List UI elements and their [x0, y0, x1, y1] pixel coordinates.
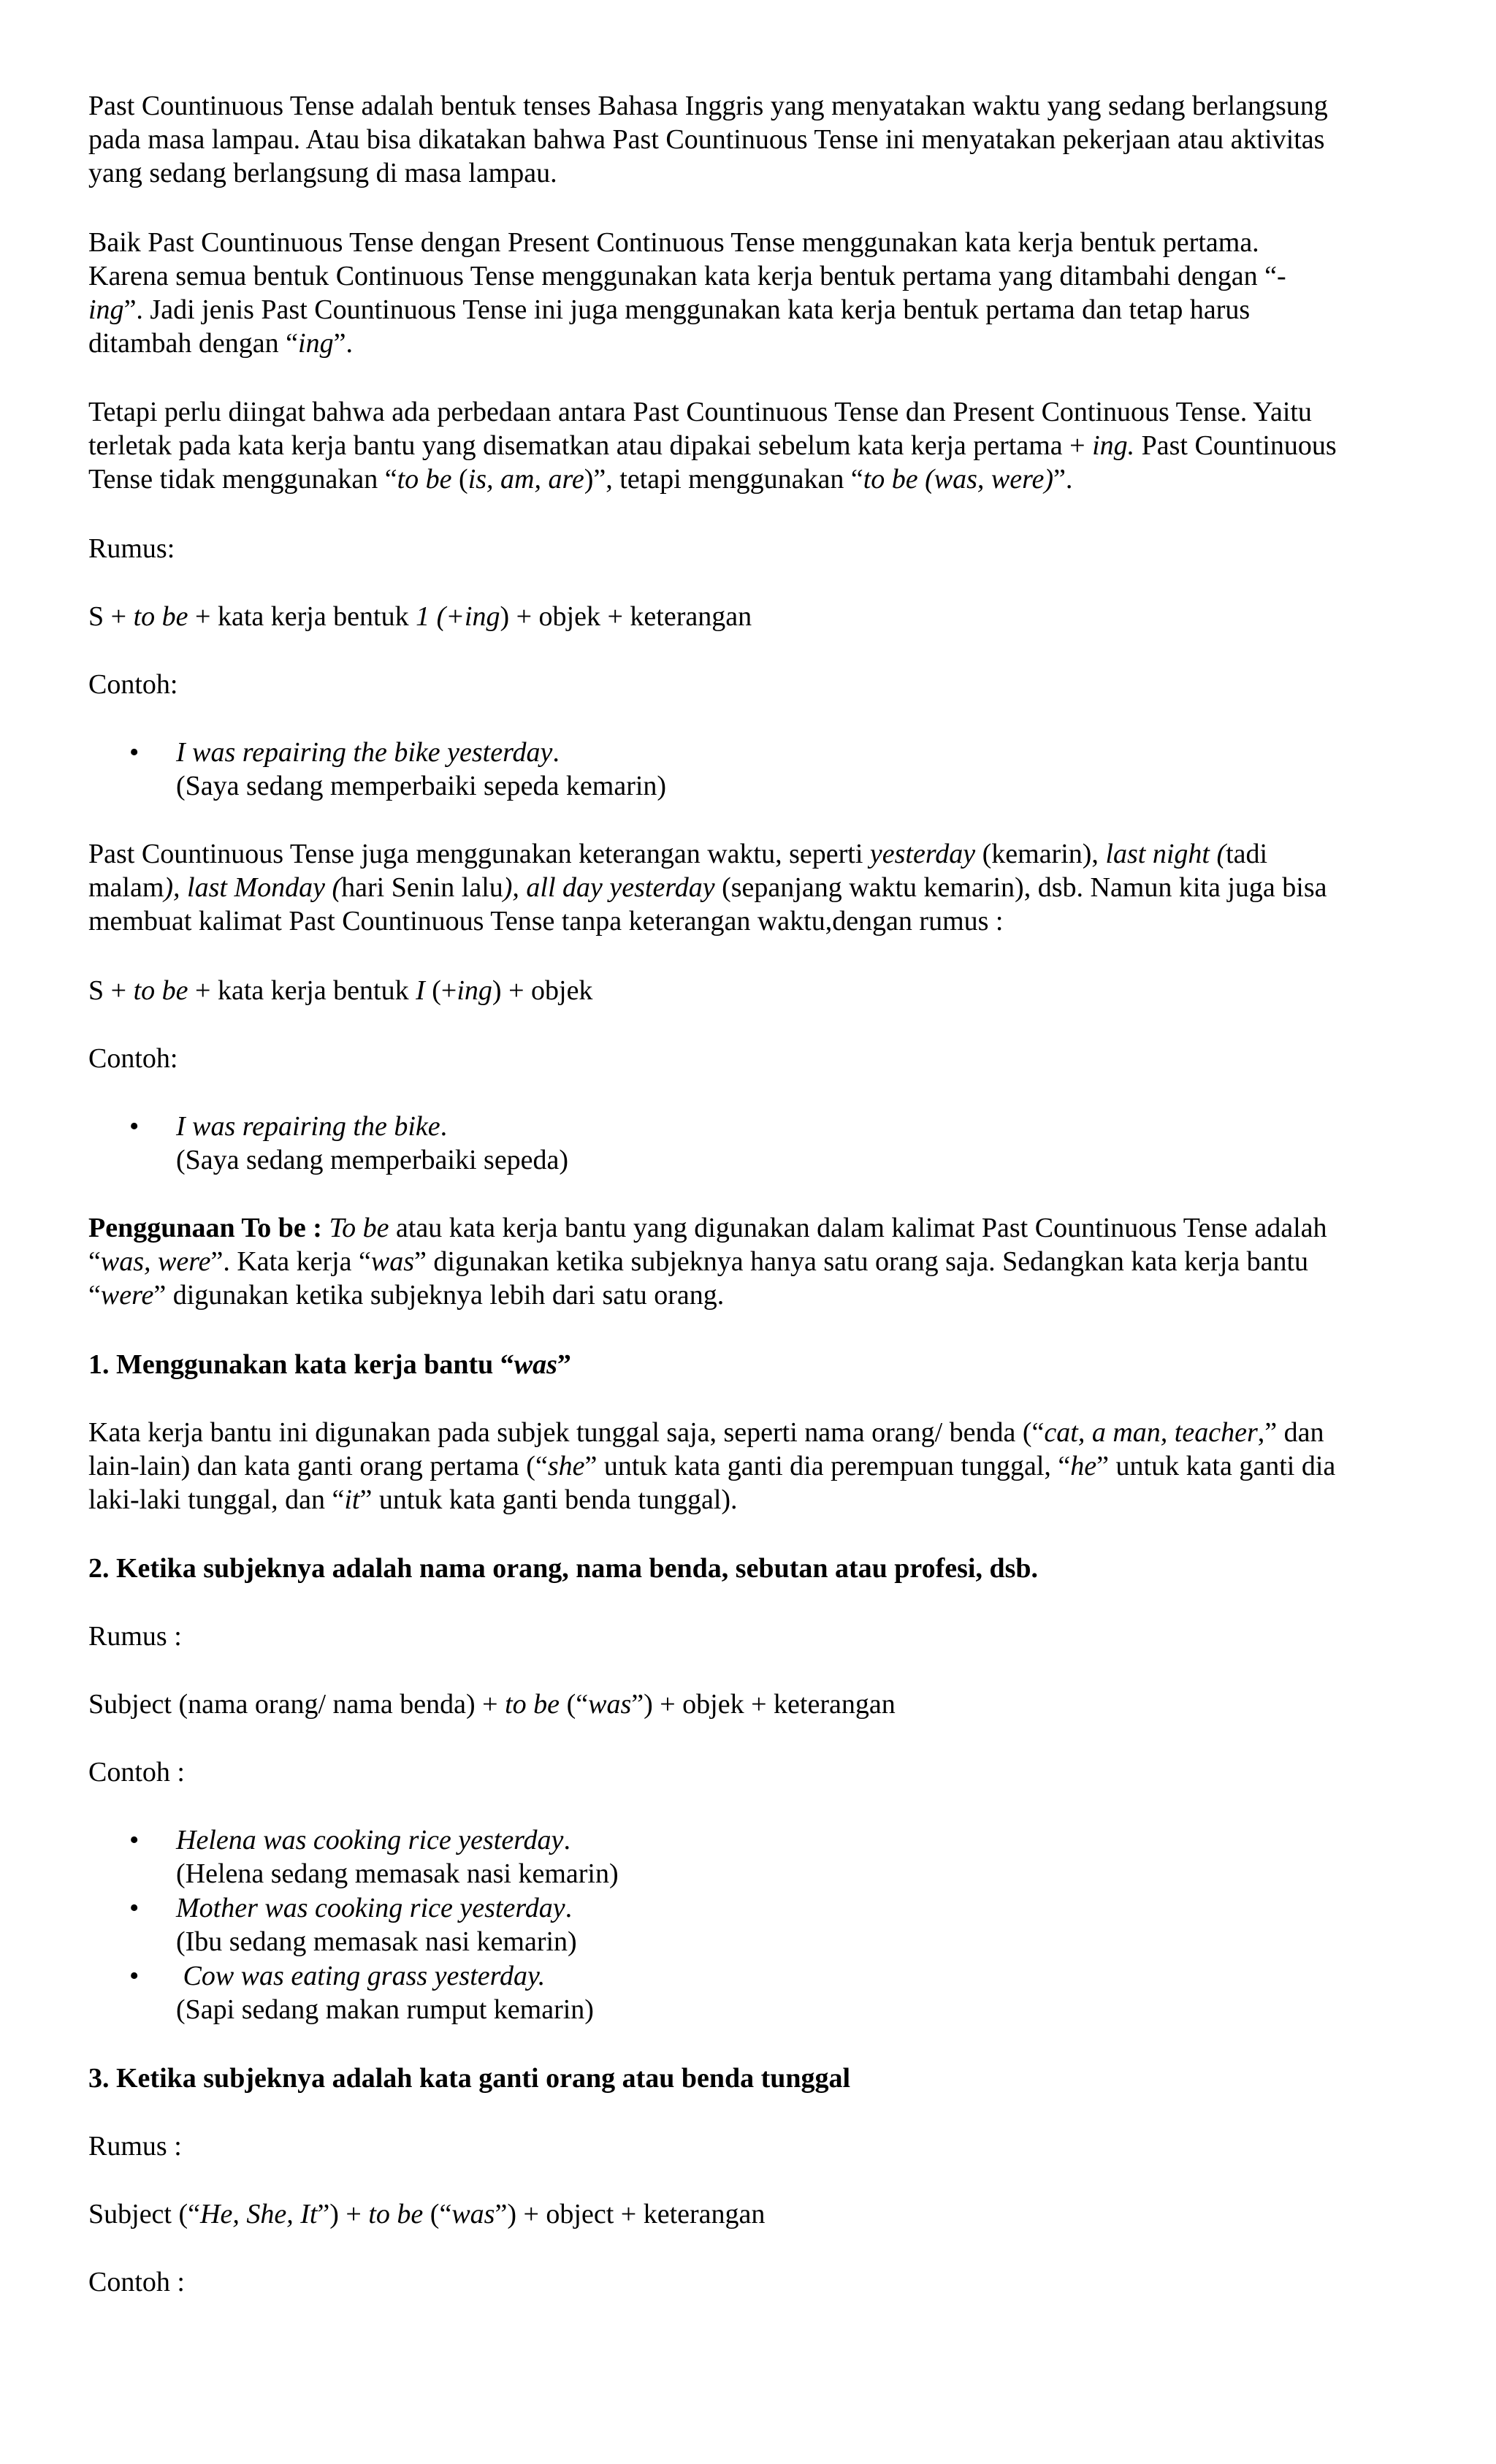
text-line: Kata kerja bantu ini digunakan pada subjek tunggal saja, seperti nama orang/ benda (“cat, a man, teacher,” dan — [88, 1417, 1324, 1448]
contoh-label: Contoh : — [88, 1757, 185, 1788]
bullet-icon: • — [129, 1825, 140, 1855]
text-line: “was, were”. Kata kerja “was” digunakan ketika subjeknya hanya satu orang saja. Sedangkan kata kerja bantu — [88, 1246, 1309, 1277]
formula-2: S + to be + kata kerja bentuk I (+ing) + objek — [88, 975, 593, 1006]
text-line: pada masa lampau. Atau bisa dikatakan bahwa Past Countinuous Tense ini menyatakan pekerjaan atau aktivitas — [88, 124, 1325, 155]
text-line: Baik Past Countinuous Tense dengan Present Continuous Tense menggunakan kata kerja bentuk pertama. — [88, 227, 1259, 258]
text-line: ditambah dengan “ing”. — [88, 328, 353, 359]
text-line: yang sedang berlangsung di masa lampau. — [88, 158, 557, 188]
text-line: lain-lain) dan kata ganti orang pertama (“she” untuk kata ganti dia perempuan tunggal, “he” untuk kata ganti dia — [88, 1451, 1336, 1481]
bullet-icon: • — [129, 1893, 140, 1923]
contoh-label: Contoh: — [88, 1043, 178, 1074]
rumus-label: Rumus : — [88, 1621, 182, 1652]
text-line: membuat kalimat Past Countinuous Tense tanpa keterangan waktu,dengan rumus : — [88, 906, 1004, 937]
bullet-icon: • — [129, 1961, 140, 1991]
text-line: Penggunaan To be : To be atau kata kerja bantu yang digunakan dalam kalimat Past Countinuous Tense adalah — [88, 1213, 1327, 1243]
text-line: Past Countinuous Tense adalah bentuk tenses Bahasa Inggris yang menyatakan waktu yang sedang berlangsung — [88, 91, 1328, 121]
section-heading: 2. Ketika subjeknya adalah nama orang, nama benda, sebutan atau profesi, dsb. — [88, 1553, 1039, 1584]
contoh-label: Contoh : — [88, 2267, 185, 2297]
intro-paragraph — [88, 89, 1411, 190]
list-item: • Helena was cooking rice yesterday. (Helena sedang memasak nasi kemarin) — [129, 1825, 619, 1889]
paragraph-to-be — [88, 1211, 1411, 1312]
section-heading: 3. Ketika subjeknya adalah kata ganti orang atau benda tunggal — [88, 2063, 851, 2094]
rumus-label: Rumus: — [88, 533, 175, 564]
list-item: • Mother was cooking rice yesterday. (Ibu sedang memasak nasi kemarin) — [129, 1893, 577, 1957]
rumus-label: Rumus : — [88, 2131, 182, 2162]
text-line: ing”. Jadi jenis Past Countinuous Tense ini juga menggunakan kata kerja bentuk pertama dan tetap harus — [88, 294, 1251, 325]
text-line: Tense tidak menggunakan “to be (is, am, are)”, tetapi menggunakan “to be (was, were)”. — [88, 464, 1073, 495]
list-item: • I was repairing the bike yesterday. (Saya sedang memperbaiki sepeda kemarin) — [129, 737, 667, 801]
formula-4: Subject (“He, She, It”) + to be (“was”) + object + keterangan — [88, 2199, 766, 2230]
text-line: Karena semua bentuk Continuous Tense menggunakan kata kerja bentuk pertama yang ditambahi dengan “- — [88, 261, 1286, 291]
bullet-icon: • — [129, 737, 140, 768]
text-line: malam), last Monday (hari Senin lalu), all day yesterday (sepanjang waktu kemarin), dsb. Namun kita juga bisa — [88, 872, 1327, 903]
text-line: laki-laki tunggal, dan “it” untuk kata ganti benda tunggal). — [88, 1484, 738, 1515]
paragraph-2 — [88, 226, 1411, 360]
text-line: Tetapi perlu diingat bahwa ada perbedaan antara Past Countinuous Tense dan Present Continuous Tense. Yaitu — [88, 397, 1312, 427]
text-line: Past Countinuous Tense juga menggunakan keterangan waktu, seperti yesterday (kemarin), last night (tadi — [88, 839, 1268, 869]
paragraph-4 — [88, 837, 1411, 938]
list-item: • I was repairing the bike. (Saya sedang memperbaiki sepeda) — [129, 1111, 569, 1175]
paragraph-3 — [88, 395, 1411, 496]
formula-3: Subject (nama orang/ nama benda) + to be (“was”) + objek + keterangan — [88, 1689, 896, 1720]
text-line: terletak pada kata kerja bantu yang disematkan atau dipakai sebelum kata kerja pertama + ing. Past Countinuous — [88, 430, 1337, 461]
bullet-icon: • — [129, 1111, 140, 1142]
text-line: “were” digunakan ketika subjeknya lebih dari satu orang. — [88, 1280, 725, 1311]
section-heading: 1. Menggunakan kata kerja bantu “was” — [88, 1349, 571, 1380]
paragraph-6 — [88, 1416, 1411, 1517]
contoh-label: Contoh: — [88, 669, 178, 700]
formula-1: S + to be + kata kerja bentuk 1 (+ing) + objek + keterangan — [88, 601, 752, 632]
list-item: • Cow was eating grass yesterday. (Sapi sedang makan rumput kemarin) — [129, 1961, 594, 2025]
